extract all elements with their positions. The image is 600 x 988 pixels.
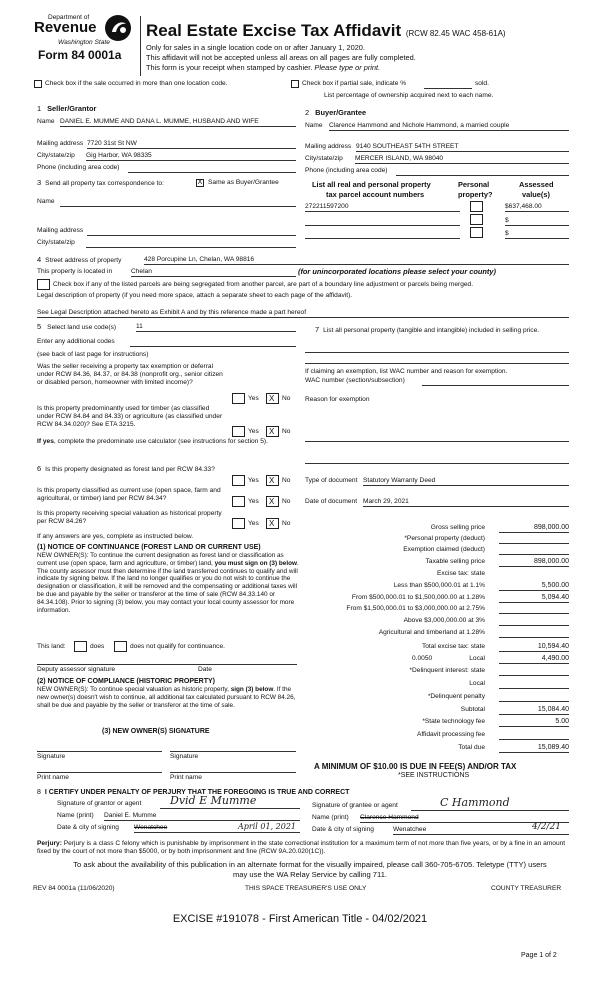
legal-label: Legal description of property (if you need more space, attach a separate sheet to each page of the affidavit). xyxy=(37,292,353,299)
print-name-label-2: Print name xyxy=(170,774,202,781)
s6-q1-yes-label: Yes xyxy=(248,477,259,484)
buyer-heading-text: Buyer/Grantee xyxy=(315,108,367,117)
land-q1-no-label: No xyxy=(282,395,291,402)
corr-name-label: Name xyxy=(37,198,55,205)
minimum-note: A MINIMUM OF $10.00 IS DUE IN FEE(S) AND/OR TAX xyxy=(314,762,517,771)
dept-line2: Revenue xyxy=(34,19,97,36)
parcel-h6: value(s) xyxy=(522,190,550,199)
delinq-penalty-label: *Delinquent penalty xyxy=(427,693,485,700)
property-street-text: Street address of property xyxy=(45,257,122,264)
notice1-c: . The county assessor must then determine if the land transferred continues to qualify and will indicate by signing below. If the land no longer qualifies or you do not wish to continue the designation or classification, it will be removed and the compensating or additional taxes will be due and payable by the seller or transferor at the time of sale (RCW 84.33.140 or 84.34.108). Prior to signing (3) below, you may contact your local county assessor for more information. xyxy=(37,559,299,614)
see-instructions: *SEE INSTRUCTIONS xyxy=(398,772,470,779)
partial-sale-label: Check box if partial sale, indicate % xyxy=(302,80,407,87)
signature-label-1: Signature xyxy=(37,753,66,760)
land-q2-no-label: No xyxy=(282,428,291,435)
bracket5-label: Agricultural and timberland at 1.28% xyxy=(378,629,485,636)
excise-state-label: Excise tax: state xyxy=(436,570,485,577)
segregated-checkbox[interactable] xyxy=(37,279,50,290)
notice2-text xyxy=(37,686,299,709)
rev-label: REV 84 0001a (11/06/2020) xyxy=(33,885,115,892)
notice3-heading: (3) NEW OWNER(S) SIGNATURE xyxy=(102,728,210,735)
notice1-heading: (1) NOTICE OF CONTINUANCE (FOREST LAND OR CURRENT USE) xyxy=(37,544,261,551)
perjury-bold: Perjury: xyxy=(37,840,62,847)
parcel-row3-personal-checkbox[interactable] xyxy=(470,227,483,238)
buyer-name-label: Name xyxy=(305,122,323,129)
parcel-row3-line xyxy=(305,238,460,239)
ask-note: To ask about the availability of this publication in an alternate format for the visually impaired, please call 360-705-6705. Teletype (TTY) users may use the WA Relay Service by calling 711. xyxy=(73,860,547,879)
s6-q1 xyxy=(37,465,227,474)
land-q1-yes-checkbox[interactable] xyxy=(232,393,245,404)
s7-text-body: List all personal property (tangible and intangible) included in selling price. xyxy=(323,327,540,334)
doc-type-field[interactable]: Statutory Warranty Deed xyxy=(363,477,569,486)
buyer-phone-label: Phone (including area code) xyxy=(305,167,388,174)
notice1-text xyxy=(37,552,299,614)
header-sub3b: Please type or print. xyxy=(314,63,381,72)
seller-mail-field[interactable]: 7720 31st St NW xyxy=(87,140,296,149)
property-located-field[interactable]: Chelan xyxy=(131,268,296,277)
exemption-label: If claiming an exemption, list WAC number and reason for exemption. xyxy=(305,368,508,375)
s6-q2-no-checkbox[interactable] xyxy=(266,496,279,507)
ownership-note: List percentage of ownership acquired next to each name. xyxy=(324,92,494,99)
does-not-checkbox[interactable] xyxy=(114,641,127,652)
land-q2: Is this property predominantly used for timber (as classified under RCW 84.84 and 84.33) or agriculture (as classified under RCW 84.34.020)? See ETA 3215. xyxy=(37,405,223,428)
grantee-signature: C Hammond xyxy=(440,796,510,809)
land-use-text: Select land use code(s) xyxy=(47,324,117,331)
delinq-penalty-value[interactable] xyxy=(499,693,569,702)
wa-logo-icon xyxy=(104,14,132,42)
perjury-note xyxy=(37,840,569,856)
land-use-field[interactable]: 11 xyxy=(136,323,296,332)
seller-phone-label: Phone (including area code) xyxy=(37,164,120,171)
corr-city-line xyxy=(86,247,296,248)
new-owner-sig2-line xyxy=(170,751,296,752)
parcel-h5: Assessed xyxy=(519,180,554,189)
grantee-sig-line xyxy=(411,810,569,811)
s7-line1 xyxy=(305,352,569,353)
signature-label-2: Signature xyxy=(170,753,199,760)
corr-label: Send all property tax correspondence to: xyxy=(45,180,164,187)
buyer-num: 2 xyxy=(305,108,310,117)
land-q2-if xyxy=(37,438,287,446)
doc-type-label: Type of document xyxy=(305,477,358,484)
land-q2-yes-label: Yes xyxy=(248,428,259,435)
bracket3-value[interactable] xyxy=(499,605,569,614)
buyer-mail-field[interactable]: 9140 SOUTHEAST 54TH STREET xyxy=(356,143,569,152)
notice1-a: NEW OWNER(S): To continue the current designation as forest land or classification as current use (open space, farm and agriculture, or timber) land, xyxy=(37,552,284,567)
total-state-value[interactable]: 10,594.40 xyxy=(499,643,569,652)
page-number: Page 1 of 2 xyxy=(521,952,557,959)
personal-label: *Personal property (deduct) xyxy=(404,535,485,542)
segregated-label: Check box if any of the listed parcels are being segregated from another parcel, are part of a boundary line adjustment or parcels being merged. xyxy=(53,281,474,288)
exemption-claimed-value[interactable] xyxy=(499,546,569,555)
header-sub3a: This form is your receipt when stamped by cashier. xyxy=(146,63,315,72)
s6-q3-no-checkbox[interactable] xyxy=(266,518,279,529)
grantee-city-field[interactable]: Wenatchee xyxy=(393,826,569,835)
legal-field[interactable]: See Legal Description attached hereto as Exhibit A and by this reference made a part hereof xyxy=(37,309,569,318)
property-uninc-note: (for unincorporated locations please select your county) xyxy=(298,267,496,276)
property-located-label: This property is located in xyxy=(37,268,113,275)
s6-q1-text: Is this property designated as forest land per RCW 84.33? xyxy=(45,466,215,473)
taxable-value[interactable]: 898,000.00 xyxy=(499,558,569,567)
property-street-label xyxy=(37,256,121,265)
does-label: does xyxy=(90,643,105,650)
s6-num: 6 xyxy=(37,464,42,473)
land-use-label xyxy=(37,323,116,332)
corr-city-label: City/state/zip xyxy=(37,239,75,246)
parcel-row1-number[interactable]: 272211597200 xyxy=(305,203,460,212)
grantor-city-field[interactable]: Wenatchee xyxy=(134,824,300,833)
seller-name-field[interactable]: DANIEL E. MUMME AND DANA L. MUMME, HUSBAND AND WIFE xyxy=(60,118,296,127)
reason-label: Reason for exemption xyxy=(305,396,370,403)
form-number: Form 84 0001a xyxy=(38,48,122,62)
corr-mail-label: Mailing address xyxy=(37,227,84,234)
grantor-name-label: Name (print) xyxy=(57,812,94,819)
s6-q2-yes-label: Yes xyxy=(248,498,259,505)
new-owner-print2-line xyxy=(170,772,296,773)
partial-sold-label: sold. xyxy=(475,80,489,87)
exemption-claimed-label: Exemption claimed (deduct) xyxy=(403,546,485,553)
bracket2-label: From $500,000.01 to $1,500,000.00 at 1.28% xyxy=(351,594,485,601)
perjury-text: Perjury is a class C felony which is punishable by imprisonment in the state correctional institution for a maximum term of not more than five years, or by a fine in an amount fixed by the court of not more than $5000, or by both imprisonment and fine (RCW 9A.20.020(1C)). xyxy=(37,840,566,855)
form-title-text: Real Estate Excise Tax Affidavit xyxy=(146,21,402,40)
parcel-row2-personal-checkbox[interactable] xyxy=(470,214,483,225)
multi-location-label: Check box if the sale occurred in more than one location code. xyxy=(45,80,228,87)
personal-value[interactable] xyxy=(499,535,569,544)
seller-mail-label: Mailing address xyxy=(37,140,84,147)
parcel-h3: Personal xyxy=(458,180,490,189)
doc-date-label: Date of document xyxy=(305,498,358,505)
grantee-name-label: Name (print) xyxy=(312,814,349,821)
bracket4-label: Above $3,000,000.00 at 3% xyxy=(403,617,485,624)
tech-fee-label: *State technology fee xyxy=(422,718,485,725)
land-q2-yes-checkbox[interactable] xyxy=(232,426,245,437)
seller-heading xyxy=(37,104,96,113)
land-q2-no-mark: X xyxy=(269,427,275,436)
s7-text xyxy=(315,326,569,335)
corr-text xyxy=(37,179,164,188)
buyer-name-field[interactable]: Clarence Hammond and Nichole Hammond, a married couple xyxy=(329,122,569,131)
header-sub2: This affidavit will not be accepted unless all areas on all pages are fully completed. xyxy=(146,53,416,62)
buyer-city-field[interactable]: MERCER ISLAND, WA 98040 xyxy=(355,155,569,164)
subtotal-label: Subtotal xyxy=(460,706,485,713)
seller-phone-line xyxy=(128,172,296,173)
s6-q3-no-label: No xyxy=(282,520,291,527)
notice2-heading: (2) NOTICE OF COMPLIANCE (HISTORIC PROPERTY) xyxy=(37,678,215,685)
s6-q3-yes-checkbox[interactable] xyxy=(232,518,245,529)
delinq-local-value[interactable] xyxy=(499,680,569,689)
notice2-b: sign (3) below xyxy=(230,686,274,693)
s6-q3-yes-label: Yes xyxy=(248,520,259,527)
bracket5-value[interactable] xyxy=(499,629,569,638)
seller-num: 1 xyxy=(37,104,42,113)
bracket1-label: Less than $500,000.01 at 1.1% xyxy=(393,582,485,589)
partial-sale-checkbox[interactable] xyxy=(291,80,299,88)
same-as-buyer-label: Same as Buyer/Grantee xyxy=(208,179,279,186)
subtotal-value[interactable]: 15,084.40 xyxy=(499,706,569,715)
doc-date-field[interactable]: March 29, 2021 xyxy=(363,498,569,507)
wac-label: WAC number (section/subsection) xyxy=(305,377,405,384)
deputy-date-label: Date xyxy=(198,666,212,673)
dept-line1: Department of xyxy=(48,14,90,21)
parcel-h1: List all real and personal property xyxy=(312,180,431,189)
new-owner-sig1-line xyxy=(37,751,162,752)
parcel-row2-line xyxy=(305,225,460,226)
deputy-sig-line xyxy=(37,664,297,665)
land-q1-no-mark: X xyxy=(269,394,275,403)
parcel-h4: property? xyxy=(458,190,493,199)
multi-location-checkbox[interactable] xyxy=(34,80,42,88)
reason-line2 xyxy=(305,463,569,464)
dept-line3: Washington State xyxy=(58,39,110,46)
grantor-date-city-label: Date & city of signing xyxy=(57,824,119,831)
s6-q2-yes-checkbox[interactable] xyxy=(232,496,245,507)
s7-line2 xyxy=(305,363,569,364)
reason-line1 xyxy=(305,441,569,442)
buyer-heading xyxy=(305,108,366,117)
s6-q1-no-checkbox[interactable] xyxy=(266,475,279,486)
processing-fee-label: Affidavit processing fee xyxy=(416,731,485,738)
land-q1-no-checkbox[interactable] xyxy=(266,393,279,404)
grantee-name-field[interactable]: Clarence Hammond xyxy=(360,814,569,823)
bracket4-value[interactable] xyxy=(499,617,569,626)
delinq-state-value[interactable] xyxy=(499,667,569,676)
local-label: Local xyxy=(469,655,485,662)
treasurer-only: THIS SPACE TREASURER'S USE ONLY xyxy=(245,885,367,892)
header-sub3 xyxy=(146,63,380,72)
land-q2-no-checkbox[interactable] xyxy=(266,426,279,437)
see-back-note: (see back of last page for instructions) xyxy=(37,351,149,358)
print-name-label-1: Print name xyxy=(37,774,69,781)
s6-q3: Is this property receiving special valuation as historical property per RCW 84.26? xyxy=(37,510,222,525)
partial-percent-line xyxy=(424,88,472,89)
corr-num: 3 xyxy=(37,178,42,187)
parcel-h2: tax parcel account numbers xyxy=(326,190,425,199)
corr-mail-line xyxy=(87,235,296,236)
buyer-mail-label: Mailing address xyxy=(305,143,352,150)
gross-value[interactable]: 898,000.00 xyxy=(499,524,569,533)
form-rcw: (RCW 82.45 WAC 458-61A) xyxy=(405,29,506,38)
grantor-sig-line xyxy=(160,808,300,809)
deputy-label: Deputy assessor signature xyxy=(37,666,116,673)
this-land-label: This land: xyxy=(37,643,66,650)
parcel-row1-personal-checkbox[interactable] xyxy=(470,201,483,212)
does-not-label: does not qualify for continuance. xyxy=(130,643,225,650)
grantee-date-hand: 4/2/21 xyxy=(532,822,561,832)
s6-q2: Is this property classified as current use (open space, farm and agricultural, or timber) land per RCW 84.34? xyxy=(37,487,221,502)
corr-name-line xyxy=(60,206,296,207)
total-due-value[interactable]: 15,089.40 xyxy=(499,744,569,753)
buyer-phone-line xyxy=(396,175,569,176)
seller-name-label: Name xyxy=(37,118,55,125)
certify-num: 8 xyxy=(37,789,41,796)
land-q1-yes-label: Yes xyxy=(248,395,259,402)
additional-codes-label: Enter any additional codes xyxy=(37,338,115,345)
delinq-state-label: *Delinquent interest: state xyxy=(409,667,485,674)
tech-fee-value[interactable]: 5.00 xyxy=(499,718,569,727)
wac-line xyxy=(422,385,569,386)
seller-city-label: City/state/zip xyxy=(37,152,75,159)
local-value[interactable]: 4,490.00 xyxy=(499,655,569,664)
s6-q1-no-label: No xyxy=(282,477,291,484)
gross-label: Gross selling price xyxy=(430,524,485,531)
taxable-label: Taxable selling price xyxy=(425,558,485,565)
does-checkbox[interactable] xyxy=(74,641,87,652)
s6-q2-no-mark: X xyxy=(269,497,275,506)
parcel-row3-value[interactable]: $ xyxy=(505,230,569,239)
grantor-name-field[interactable]: Daniel E. Mumme xyxy=(104,812,300,821)
grantor-date-hand: April 01, 2021 xyxy=(238,822,297,831)
county-treasurer: COUNTY TREASURER xyxy=(491,885,562,892)
local-rate: 0.0050 xyxy=(412,655,433,662)
new-owner-print1-line xyxy=(37,772,162,773)
delinq-local-label: Local xyxy=(469,680,485,687)
parcel-row1-value[interactable]: $637,468.00 xyxy=(505,203,569,212)
notice1-b: you must sign on (3) below xyxy=(214,559,297,567)
land-q2-if-text: , complete the predominate use calculator (see instructions for section 5). xyxy=(53,438,268,445)
grantor-signature: Dvid E Mumme xyxy=(170,794,257,807)
s6-q1-no-mark: X xyxy=(269,476,275,485)
notice2-c: . If the new owner(s) doesn't wish to continue, all additional tax calculated pursuant to RCW 84.26, shall be due and payable by the seller or transferor at the time of sale. xyxy=(37,686,296,709)
property-num: 4 xyxy=(37,255,42,264)
bracket3-label: From $1,500,000.01 to $3,000,000.00 at 2.75% xyxy=(346,605,485,612)
additional-codes-line xyxy=(130,346,296,347)
s6-q3-no-mark: X xyxy=(269,519,275,528)
total-due-label: Total due xyxy=(458,744,485,751)
grantee-date-city-label: Date & city of signing xyxy=(312,826,374,833)
header-sub1: Only for sales in a single location code on or after January 1, 2020. xyxy=(146,43,365,52)
certify-heading-text: I CERTIFY UNDER PENALTY OF PERJURY THAT THE FOREGOING IS TRUE AND CORRECT xyxy=(44,789,350,796)
notice2-a: NEW OWNER(S): To continue special valuation as historic property, xyxy=(37,686,231,693)
s6-q1-yes-checkbox[interactable] xyxy=(232,475,245,486)
land-q1: Was the seller receiving a property tax exemption or deferral under RCW 84.36, 84.37, or 84.38 (nonprofit org., senior citizen or disabled person, homeowner with limited income)? xyxy=(37,363,223,386)
seller-city-field[interactable]: Gig Harbor, WA 98335 xyxy=(86,152,296,161)
parcel-row2-value[interactable]: $ xyxy=(505,217,569,226)
same-as-buyer-checkbox[interactable]: X xyxy=(197,179,203,186)
seller-heading-text: Seller/Grantor xyxy=(47,104,97,113)
processing-fee-value[interactable] xyxy=(499,731,569,740)
excise-stamp: EXCISE #191078 - First American Title - 04/02/2021 xyxy=(172,913,428,925)
grantee-sig-label: Signature of grantee or agent xyxy=(312,802,398,809)
s6-if-any: If any answers are yes, complete as instructed below. xyxy=(37,533,194,540)
total-state-label: Total excise tax: state xyxy=(421,643,485,650)
s6-q2-no-label: No xyxy=(282,498,291,505)
s7-num: 7 xyxy=(315,325,320,334)
land-num: 5 xyxy=(37,322,42,331)
grantor-sig-label: Signature of grantor or agent xyxy=(57,800,142,807)
property-street-field[interactable]: 428 Porcupine Ln, Chelan, WA 98816 xyxy=(144,256,569,265)
form-title xyxy=(146,22,506,43)
bracket2-value[interactable]: 5,094.40 xyxy=(499,594,569,603)
header-divider xyxy=(140,16,141,76)
buyer-city-label: City/state/zip xyxy=(305,155,343,162)
bracket1-value[interactable]: 5,500.00 xyxy=(499,582,569,591)
land-q2-if-bold: If yes xyxy=(37,438,54,445)
